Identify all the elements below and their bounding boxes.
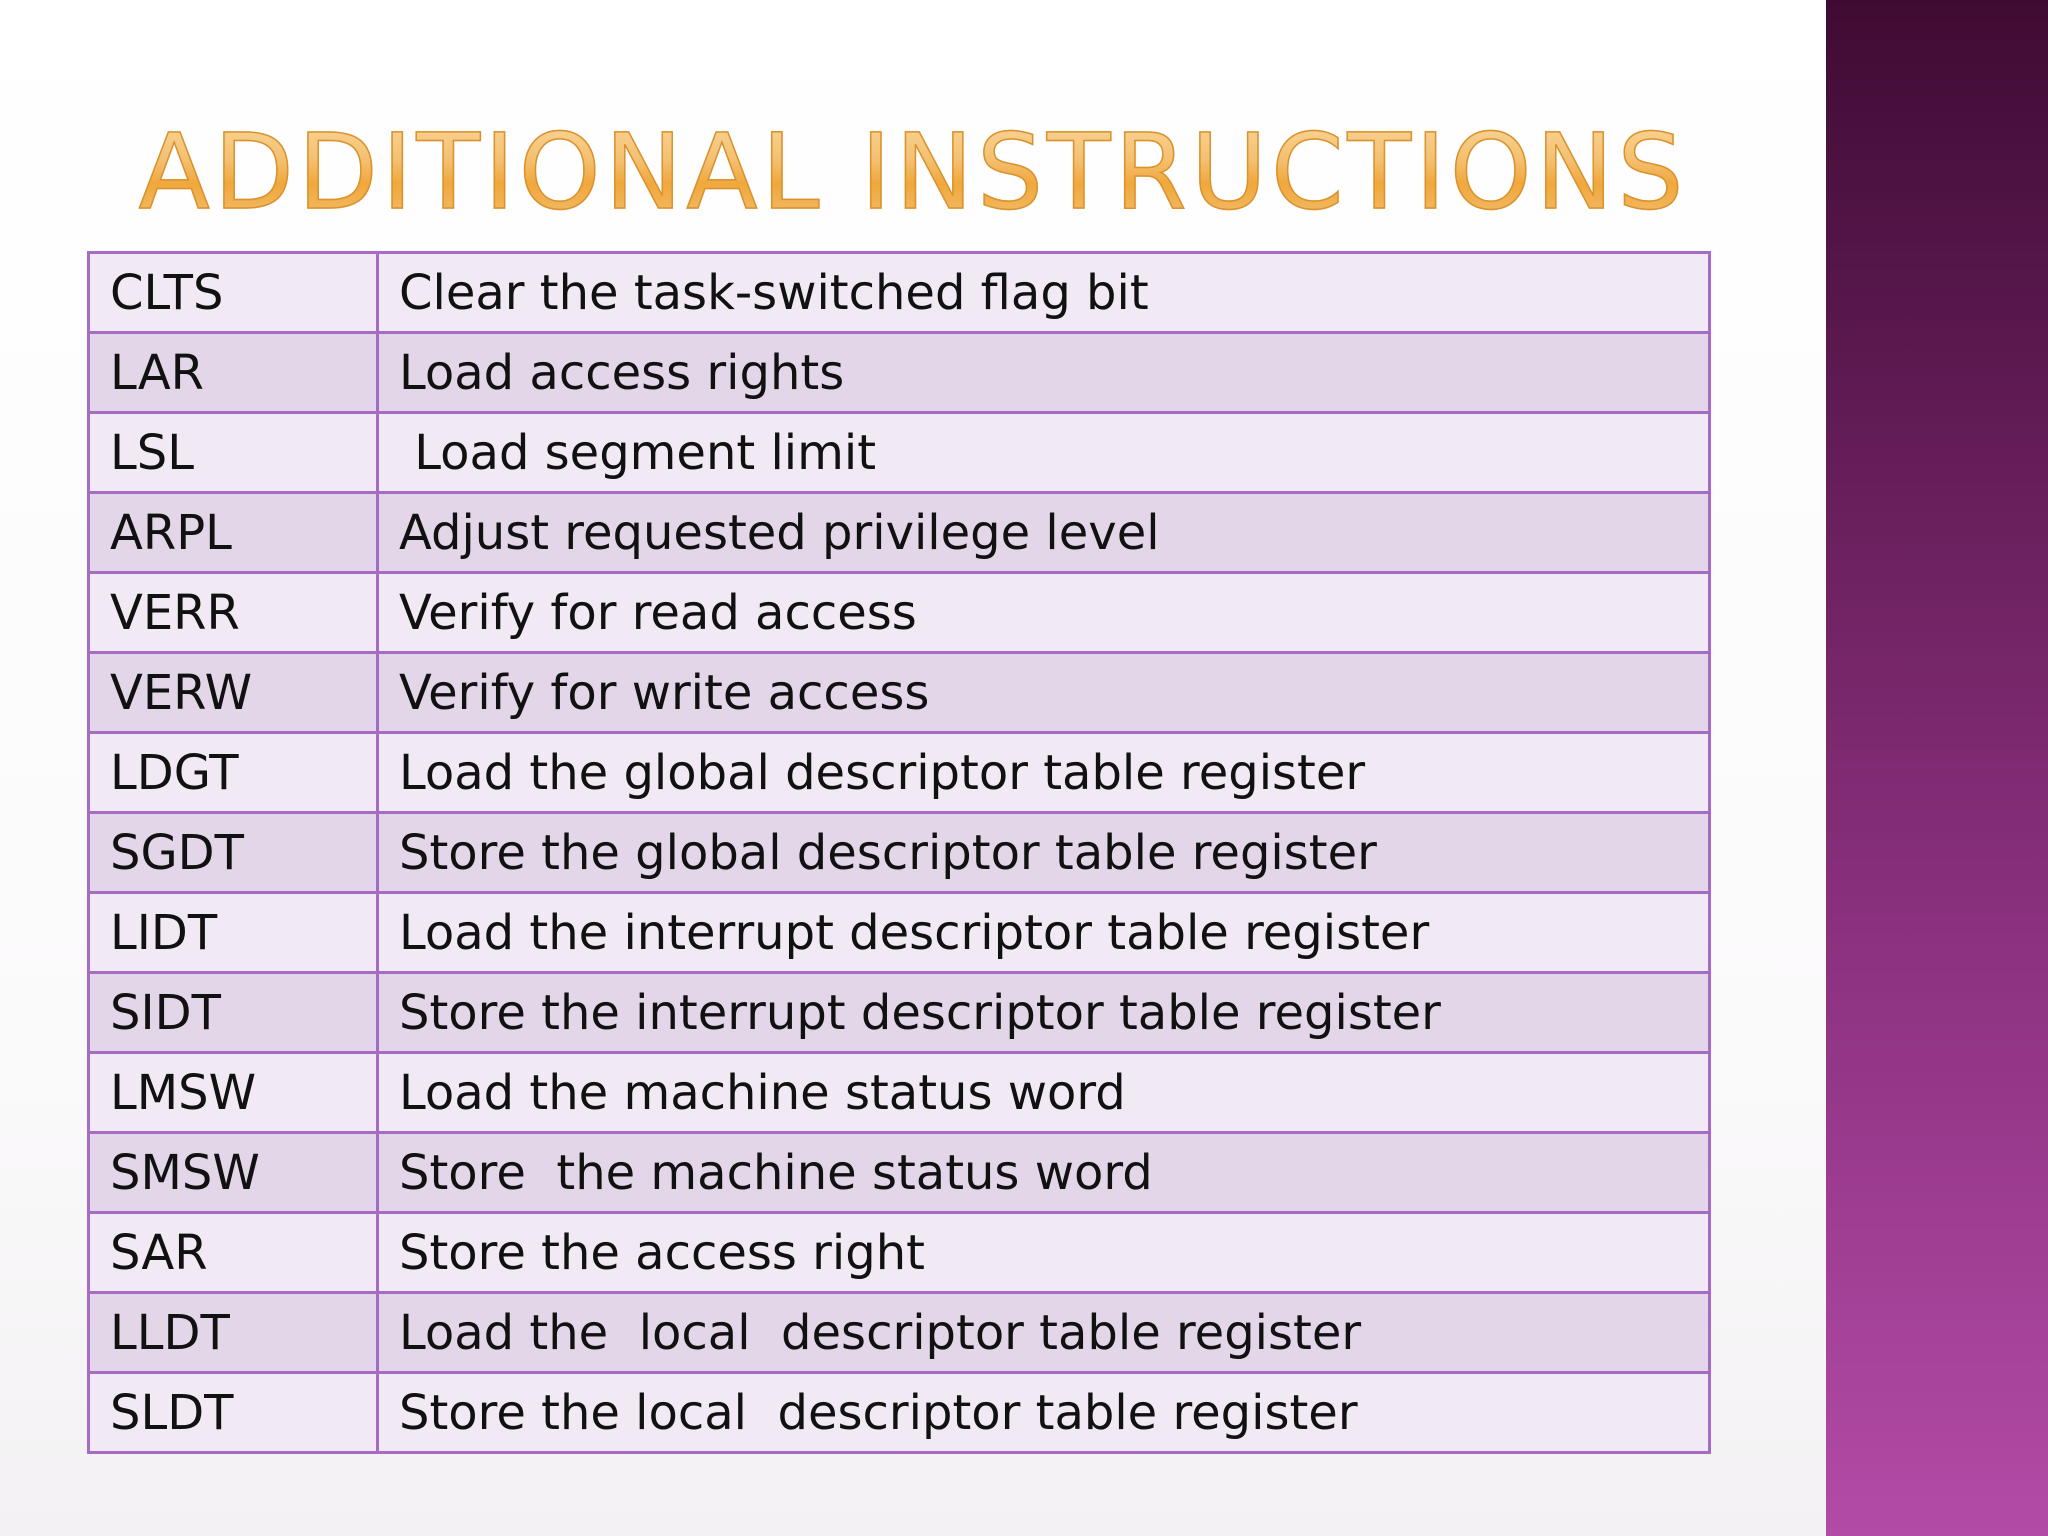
table-row — [89, 653, 1710, 733]
slide-title: ADDITIONAL INSTRUCTIONS — [0, 112, 1826, 232]
instruction-description: Load the global descriptor table register — [378, 733, 1710, 813]
instruction-code: SIDT — [89, 973, 378, 1053]
instruction-table-wrapper — [87, 251, 1711, 1454]
instruction-code: SAR — [89, 1213, 378, 1293]
instruction-code: SLDT — [89, 1373, 378, 1453]
table-row — [89, 1133, 1710, 1213]
instruction-code: LAR — [89, 333, 378, 413]
instruction-description: Load the local descriptor table register — [378, 1293, 1710, 1373]
instruction-code: LIDT — [89, 893, 378, 973]
instruction-code: LMSW — [89, 1053, 378, 1133]
instruction-code: VERR — [89, 573, 378, 653]
instruction-description: Clear the task-switched flag bit — [378, 253, 1710, 333]
table-row — [89, 1373, 1710, 1453]
instruction-description: Verify for read access — [378, 573, 1710, 653]
table-row — [89, 973, 1710, 1053]
table-row — [89, 1293, 1710, 1373]
instruction-code: ARPL — [89, 493, 378, 573]
table-row — [89, 893, 1710, 973]
table-row — [89, 1213, 1710, 1293]
instruction-description: Store the global descriptor table register — [378, 813, 1710, 893]
instruction-code: SMSW — [89, 1133, 378, 1213]
table-row — [89, 573, 1710, 653]
instruction-code: CLTS — [89, 253, 378, 333]
instruction-code: VERW — [89, 653, 378, 733]
instruction-code: LDGT — [89, 733, 378, 813]
instruction-description: Load access rights — [378, 333, 1710, 413]
table-row — [89, 813, 1710, 893]
instruction-description: Store the machine status word — [378, 1133, 1710, 1213]
table-row — [89, 1053, 1710, 1133]
table-row — [89, 413, 1710, 493]
instruction-description: Store the access right — [378, 1213, 1710, 1293]
instruction-table — [87, 251, 1711, 1454]
instruction-description: Store the local descriptor table register — [378, 1373, 1710, 1453]
instruction-code: LLDT — [89, 1293, 378, 1373]
instruction-code: SGDT — [89, 813, 378, 893]
instruction-description: Load segment limit — [378, 413, 1710, 493]
instruction-table-body — [89, 253, 1710, 1453]
decorative-side-band — [1826, 0, 2048, 1536]
instruction-description: Verify for write access — [378, 653, 1710, 733]
instruction-description: Load the machine status word — [378, 1053, 1710, 1133]
table-row — [89, 733, 1710, 813]
table-row — [89, 333, 1710, 413]
instruction-description: Store the interrupt descriptor table register — [378, 973, 1710, 1053]
table-row — [89, 253, 1710, 333]
instruction-description: Adjust requested privilege level — [378, 493, 1710, 573]
instruction-code: LSL — [89, 413, 378, 493]
instruction-description: Load the interrupt descriptor table register — [378, 893, 1710, 973]
table-row — [89, 493, 1710, 573]
